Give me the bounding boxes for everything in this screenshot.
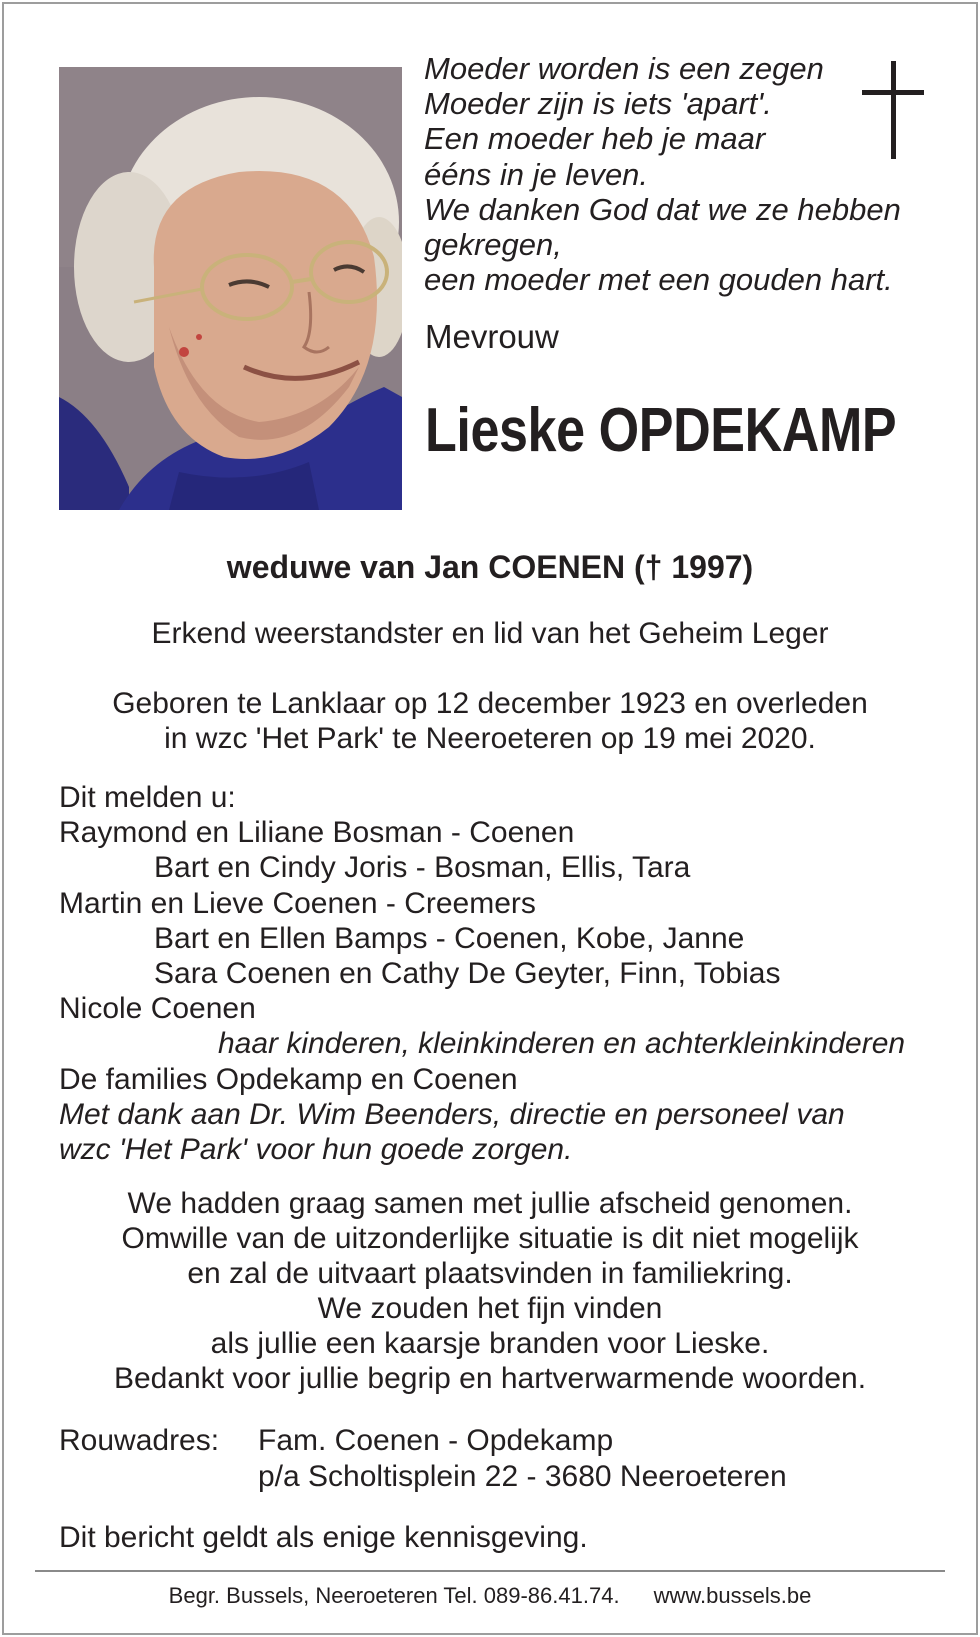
poem-line: We danken God dat we ze hebben — [424, 191, 901, 227]
thanks-line: wzc 'Het Park' voor hun goede zorgen. — [59, 1133, 573, 1167]
family-line: Martin en Lieve Coenen - Creemers — [59, 886, 536, 920]
undertaker-info: Begr. Bussels, Neeroeteren Tel. 089-86.41.74. — [168, 1583, 620, 1608]
family-intro: Dit melden u: — [59, 781, 236, 814]
family-line: Bart en Ellen Bamps - Coenen, Kobe, Janne — [154, 921, 745, 955]
family-line: Raymond en Liliane Bosman - Coenen — [59, 816, 575, 850]
family-list — [59, 780, 905, 1167]
family-line: Nicole Coenen — [59, 992, 256, 1026]
widow-line: weduwe van Jan COENEN († 1997) — [226, 549, 754, 585]
family-line: Bart en Cindy Joris - Bosman, Ellis, Tara — [154, 851, 691, 885]
poem-line: Moeder zijn is iets 'apart'. — [424, 86, 772, 122]
farewell-message — [0, 1186, 980, 1396]
poem-line: Moeder worden is een zegen — [424, 51, 824, 86]
thanks-line: Met dank aan Dr. Wim Beenders, directie en personeel van — [59, 1097, 845, 1131]
address-label: Rouwadres: — [59, 1424, 220, 1457]
family-line: De families Opdekamp en Coenen — [59, 1062, 518, 1096]
birth-death-line: in wzc 'Het Park' te Neeroeteren op 19 mei 2020. — [164, 722, 816, 755]
poem-line: gekregen, — [424, 227, 562, 263]
website-link[interactable]: www.bussels.be — [653, 1583, 812, 1608]
family-line: haar kinderen, kleinkinderen en achterkleinkinderen — [218, 1027, 906, 1061]
address-line: p/a Scholtisplein 22 - 3680 Neeroeteren — [258, 1460, 787, 1493]
farewell-line: Omwille van de uitzonderlijke situatie is dit niet mogelijk — [121, 1222, 859, 1255]
distinction-line: Erkend weerstandster en lid van het Geheim Leger — [151, 617, 829, 650]
portrait-photo — [59, 67, 402, 510]
poem-line: ééns in je leven. — [424, 156, 649, 192]
birth-death-text — [0, 686, 980, 756]
footer-divider — [35, 1570, 945, 1572]
cross-icon — [862, 61, 924, 159]
farewell-line: en zal de uitvaart plaatsvinden in familiekring. — [187, 1257, 793, 1290]
farewell-line: als jullie een kaarsje branden voor Lieske. — [210, 1327, 770, 1360]
poem-line: Een moeder heb je maar — [424, 121, 766, 157]
family-line: Sara Coenen en Cathy De Geyter, Finn, Tobias — [154, 957, 781, 991]
farewell-line: Bedankt voor jullie begrip en hartverwarmende woorden. — [113, 1362, 867, 1395]
honorific: Mevrouw — [425, 318, 559, 355]
deceased-name: Lieske OPDEKAMP — [425, 396, 897, 465]
farewell-line: We zouden het fijn vinden — [317, 1292, 663, 1325]
farewell-line: We hadden graag samen met jullie afscheid genomen. — [127, 1187, 853, 1220]
memorial-poem — [424, 51, 904, 297]
notice-text: Dit bericht geldt als enige kennisgeving. — [59, 1521, 588, 1554]
poem-line: een moeder met een gouden hart. — [424, 262, 893, 298]
birth-death-line: Geboren te Lanklaar op 12 december 1923 en overleden — [112, 687, 868, 720]
footer — [0, 1583, 980, 1609]
address-line: Fam. Coenen - Opdekamp — [258, 1424, 614, 1457]
